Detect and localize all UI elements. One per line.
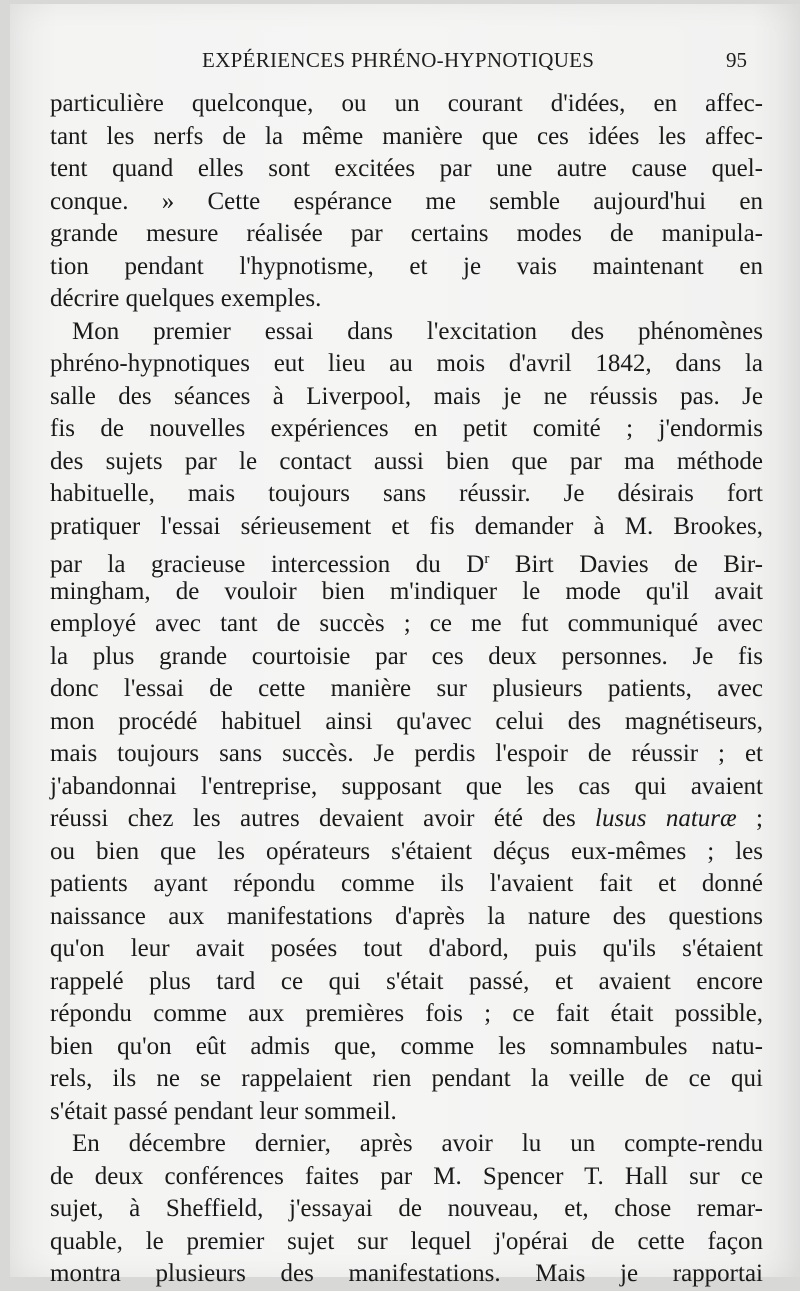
- text-line: [50, 543, 763, 576]
- text-segment: Birt Davies de Bir-: [489, 551, 763, 578]
- superscript: r: [484, 551, 490, 567]
- text-line: tent quand elles sont excitées par une autre cause quel-: [50, 155, 763, 182]
- text-line: la plus grande courtoisie par ces deux personnes. Je fis: [50, 642, 763, 670]
- text-line: s'était passé pendant leur sommeil.: [50, 1097, 397, 1125]
- text-line: En décembre dernier, après avoir lu un compte-rendu: [72, 1130, 763, 1157]
- text-line: mon procédé habituel ainsi qu'avec celui des magnétiseurs,: [50, 707, 763, 735]
- text-line: particulière quelconque, ou un courant d'idées, en affec-: [50, 90, 763, 117]
- text-line: j'abandonnai l'entreprise, supposant que les cas qui avaient: [50, 772, 763, 800]
- text-line: conque. » Cette espérance me semble aujourd'hui en: [50, 187, 763, 215]
- text-line: répondu comme aux premières fois ; ce fait était possible,: [50, 1000, 763, 1027]
- page-number: 95: [726, 48, 747, 72]
- text-line: grande mesure réalisée par certains modes de manipula-: [50, 220, 763, 247]
- text-line: quable, le premier sujet sur lequel j'opérai de cette façon: [50, 1227, 763, 1255]
- text-line: salle des séances à Liverpool, mais je ne réussis pas. Je: [50, 382, 763, 410]
- text-line: tion pendant l'hypnotisme, et je vais maintenant en: [50, 252, 763, 280]
- text-line: des sujets par le contact aussi bien que par ma méthode: [50, 447, 763, 475]
- text-line: patients ayant répondu comme ils l'avaient fait et donné: [50, 870, 763, 897]
- text-line: décrire quelques exemples.: [50, 285, 322, 312]
- text-line: mingham, de vouloir bien m'indiquer le mode qu'il avait: [50, 577, 763, 605]
- text-line: phréno-hypnotiques eut lieu au mois d'avril 1842, dans la: [50, 350, 763, 377]
- text-line: sujet, à Sheffield, j'essayai de nouveau, et, chose remar-: [50, 1195, 763, 1222]
- paragraph-1: [50, 88, 763, 316]
- text-line: mais toujours sans succès. Je perdis l'espoir de réussir ; et: [50, 740, 763, 767]
- paragraph-3: [50, 1128, 763, 1291]
- text-segment: ;: [736, 805, 763, 832]
- text-line: fis de nouvelles expériences en petit comité ; j'endormis: [50, 415, 763, 442]
- text-line: bien qu'on eût admis que, comme les somnambules natu-: [50, 1032, 763, 1060]
- text-line: naissance aux manifestations d'après la nature des questions: [50, 902, 763, 930]
- text-line: de deux conférences faites par M. Spencer T. Hall sur ce: [50, 1162, 763, 1190]
- text-line: Mon premier essai dans l'excitation des phénomènes: [72, 317, 763, 345]
- text-line: rappelé plus tard ce qui s'était passé, et avaient encore: [50, 967, 763, 995]
- text-line: employé avec tant de succès ; ce me fut communiqué avec: [50, 610, 763, 637]
- text-line: habituelle, mais toujours sans réussir. Je désirais fort: [50, 480, 763, 507]
- text-segment: réussi chez les autres devaient avoir été des: [50, 805, 576, 832]
- text-line: montra plusieurs des manifestations. Mais je rapportai: [50, 1260, 763, 1287]
- book-page: [10, 4, 800, 1287]
- text-segment: par la gracieuse intercession du D: [50, 551, 485, 578]
- running-title: EXPÉRIENCES PHRÉNO-HYPNOTIQUES: [202, 48, 595, 72]
- body-text: [50, 88, 763, 1291]
- text-line: tant les nerfs de la même manière que ces idées les affec-: [50, 122, 763, 150]
- text-line: [50, 803, 763, 836]
- text-line: ou bien que les opérateurs s'étaient déçus eux-mêmes ; les: [50, 837, 763, 865]
- text-line: pratiquer l'essai sérieusement et fis demander à M. Brookes,: [50, 512, 763, 540]
- paragraph-2: [50, 316, 763, 1129]
- text-line: rels, ils ne se rappelaient rien pendant la veille de ce qui: [50, 1065, 763, 1092]
- text-line: donc l'essai de cette manière sur plusieurs patients, avec: [50, 675, 763, 702]
- italic-phrase: lusus naturæ: [595, 805, 737, 832]
- text-line: qu'on leur avait posées tout d'abord, puis qu'ils s'étaient: [50, 935, 763, 962]
